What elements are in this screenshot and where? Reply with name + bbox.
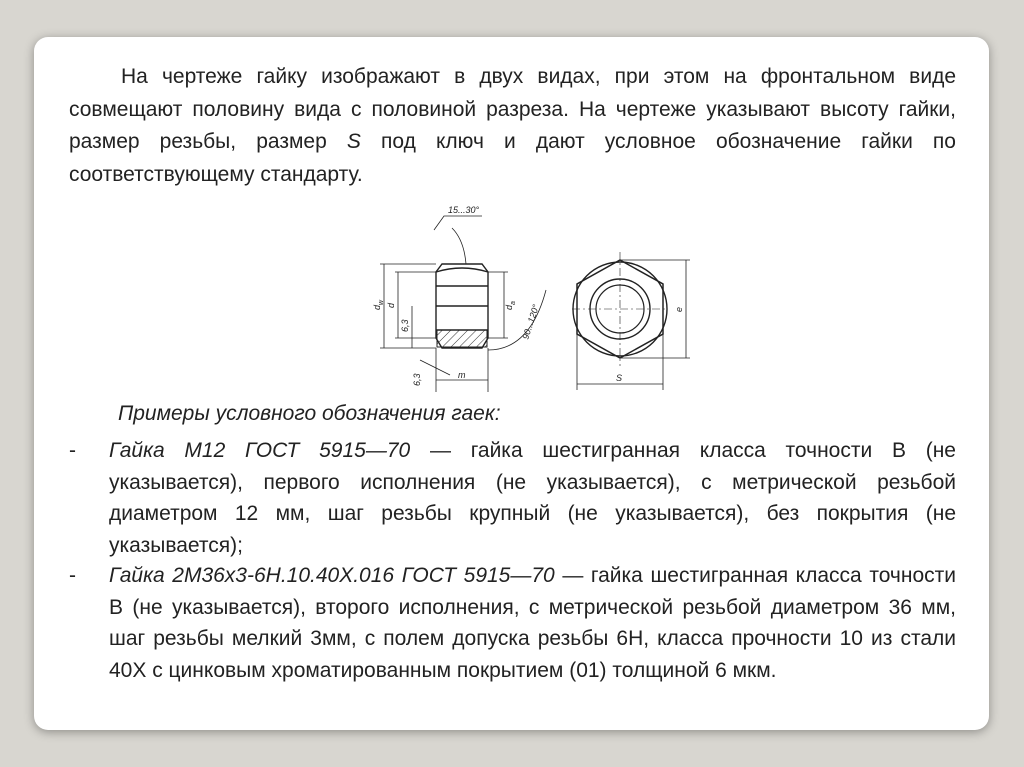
example-name-2: Гайка 2М36х3-6Н.10.40Х.016 ГОСТ 5915—70 <box>109 564 555 587</box>
intro-paragraph <box>69 61 956 191</box>
m-label: m <box>458 370 466 380</box>
example-desc-1: — гайка шестигранная класса точности В (не указывается), первого исполнения (не указывается), с метрической резьбой диаметром 12 мм, шаг резьбы крупный (не указывается), без покрытия (не указывается); <box>109 439 956 557</box>
svg-text:da <box>504 301 517 310</box>
section-hatch <box>437 330 487 347</box>
e-label: e <box>674 306 684 312</box>
example-item-1 <box>69 435 956 561</box>
bullet: - <box>69 439 76 462</box>
d-label: d <box>386 302 396 308</box>
dw-label: d <box>372 304 382 310</box>
svg-text:dw <box>372 299 385 310</box>
intro-text-1: На чертеже гайку изображают в двух видах, при этом на фронтальном виде совмещают половину вида с половиной разреза. На чертеже указывают высоту гайки, размер резьбы, размер <box>69 65 956 153</box>
height-6-3-label: 6,3 <box>400 319 410 332</box>
example-item-2 <box>69 560 956 686</box>
angle-top-label: 15...30° <box>448 205 480 215</box>
s-symbol: S <box>346 130 361 153</box>
intro-text-2: под ключ и дают условное обозначение гайки по соответствующему стандарту. <box>69 130 956 186</box>
da-sub-label: a <box>510 301 517 305</box>
nut-drawing <box>360 200 700 400</box>
examples-heading: Примеры условного обозначения гаек: <box>118 402 501 425</box>
dw-sub-label: w <box>378 299 385 305</box>
da-label: d <box>504 304 514 310</box>
angle-right-label: 90...120° <box>520 303 542 341</box>
example-desc-2: — гайка шестигранная класса точности В (не указывается), второго исполнения, с метрической резьбой диаметром 36 мм, шаг резьбы мелкий 3мм, с полем допуска резьбы 6Н, класса прочности 10 из стали 40Х с цинковым хроматированным покрытием (01) толщиной 6 мкм. <box>109 564 956 682</box>
bullet: - <box>69 564 76 587</box>
s-label: S <box>616 373 623 383</box>
bottom-6-3-label: 6,3 <box>412 373 422 386</box>
example-name-1: Гайка М12 ГОСТ 5915—70 <box>109 439 411 462</box>
